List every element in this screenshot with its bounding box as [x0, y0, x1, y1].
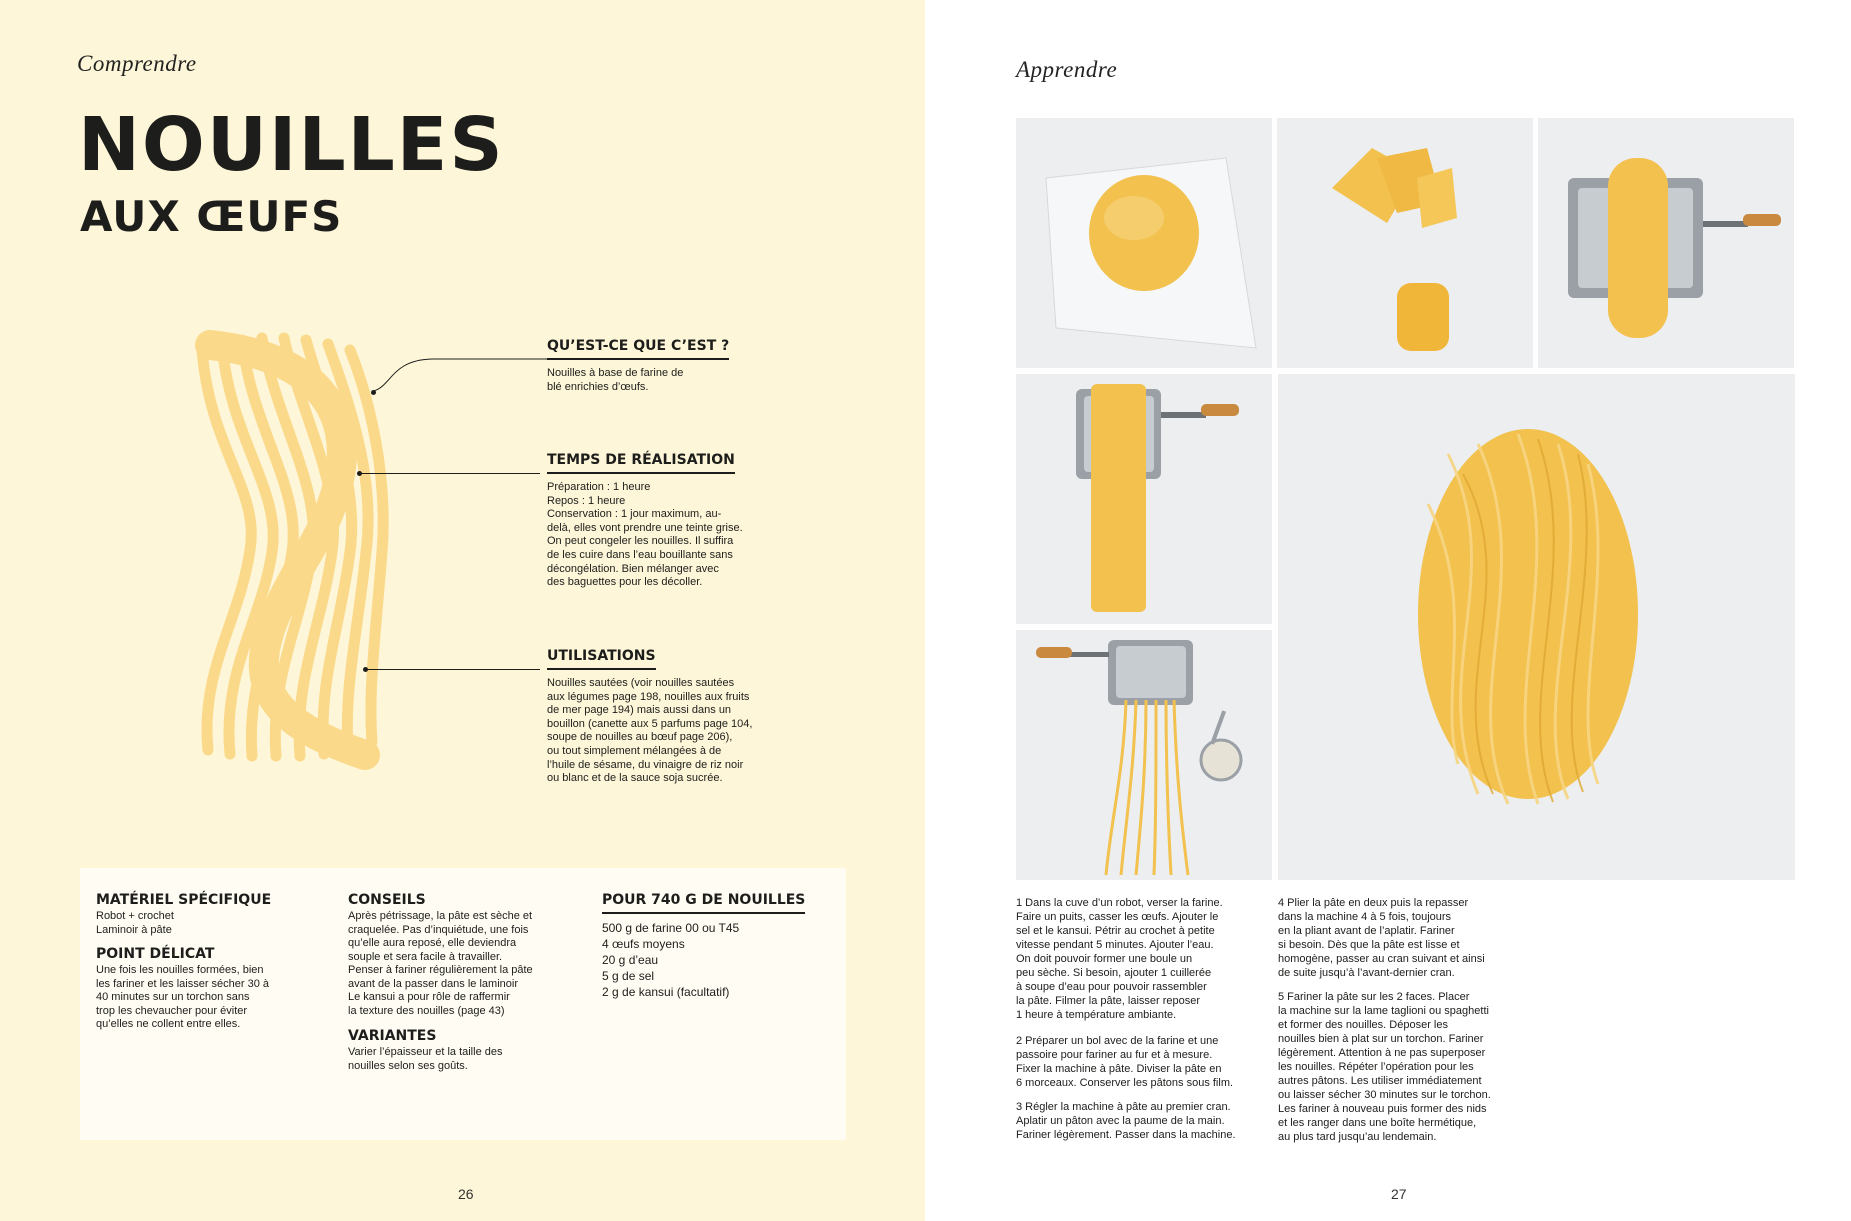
step-5: 5 Fariner la pâte sur les 2 faces. Placer la machine sur la lame taglioni ou spaghetti et former des nouilles. Déposer les nouilles bien à plat sur un torchon. Fariner légèrement. Attention à ne pas superposer les nouilles. Répéter l’opération pour les autres pâtons. Les utiliser immédiatement ou laisser sécher 30 minutes sur le torchon. Les fariner à nouveau puis former des nids et les ranger dans une boîte hermétique, au plus tard jusqu’au lendemain.	[1278, 991, 1491, 1143]
ingredients-heading: POUR 740 G DE NOUILLES	[602, 892, 805, 914]
photo-cutting-noodles	[1016, 630, 1272, 880]
page-subtitle: AUX ŒUFS	[80, 192, 343, 241]
photo-pasta-machine-1	[1538, 118, 1794, 368]
point-text: Une fois les nouilles formées, bien les fariner et les laisser sécher 30 à 40 minutes sur un torchon sans trop les chevaucher pour éviter qu’elles ne collent entre elles.	[96, 964, 270, 1030]
dough-pieces-image	[1277, 118, 1533, 368]
ingredient-item: 2 g de kansui (facultatif)	[602, 985, 730, 999]
cutting-noodles-image	[1016, 630, 1272, 880]
materiel-text: Robot + crochet Laminoir à pâte	[96, 910, 174, 936]
info-heading-uses: UTILISATIONS	[547, 648, 656, 670]
point-heading: POINT DÉLICAT	[96, 946, 215, 962]
info-text-time: Préparation : 1 heure Repos : 1 heure Conservation : 1 jour maximum, au- delà, elles vont prendre une teinte grise. On peut congeler les nouilles. Il suffira de les cuire dans l’eau bouillante sans décongélation. Bien mélanger avec des baguettes pour les décoller.	[547, 481, 743, 589]
pasta-machine-image	[1538, 118, 1794, 368]
pasta-sheet-image	[1016, 374, 1272, 624]
page-title: NOUILLES	[78, 102, 505, 188]
photo-pasta-machine-2	[1016, 374, 1272, 624]
variantes-text: Varier l’épaisseur et la taille des nouilles selon ses goûts.	[348, 1046, 503, 1072]
ingredient-item: 4 œufs moyens	[602, 937, 685, 951]
photo-noodle-nest	[1278, 374, 1795, 880]
info-box	[80, 868, 846, 1140]
ingredients-list	[602, 920, 739, 1000]
materiel-heading: MATÉRIEL SPÉCIFIQUE	[96, 892, 272, 908]
right-page	[925, 0, 1851, 1221]
callout-line-2	[360, 473, 540, 474]
step-1: 1 Dans la cuve d’un robot, verser la farine. Faire un puits, casser les œufs. Ajouter le sel et le kansui. Pétrir au crochet à petite vitesse pendant 5 minutes. Ajouter l’eau. On doit pouvoir former une boule un peu sèche. Si besoin, ajouter 1 cuillerée à soupe d’eau pour pouvoir rassembler la pâte. Filmer la pâte, laisser reposer 1 heure à température ambiante.	[1016, 897, 1223, 1021]
photo-dough-ball	[1016, 118, 1272, 368]
noodle-illustration	[190, 330, 400, 770]
ingredient-item: 20 g d’eau	[602, 953, 659, 967]
noodle-nest-image	[1278, 374, 1795, 880]
callout-curve-1	[372, 355, 552, 395]
ingredient-item: 500 g de farine 00 ou T45	[602, 921, 740, 935]
section-label: Apprendre	[1016, 57, 1118, 82]
step-3: 3 Régler la machine à pâte au premier cran. Aplatir un pâton avec la paume de la main. Fariner légèrement. Passer dans la machine.	[1016, 1101, 1236, 1141]
info-text-what: Nouilles à base de farine de blé enrichies d’œufs.	[547, 367, 684, 393]
conseils-heading: CONSEILS	[348, 892, 426, 908]
variantes-heading: VARIANTES	[348, 1028, 437, 1044]
left-page	[0, 0, 925, 1221]
conseils-text: Après pétrissage, la pâte est sèche et craquelée. Pas d’inquiétude, une fois qu’elle aura reposé, elle deviendra souple et sera facile à travailler. Penser à fariner régulièrement la pâte avant de la passer dans le laminoir Le kansui a pour rôle de raffermir la texture des nouilles (page 43)	[348, 910, 533, 1017]
info-heading-time: TEMPS DE RÉALISATION	[547, 452, 735, 474]
info-text-uses: Nouilles sautées (voir nouilles sautées aux légumes page 198, nouilles aux fruits de mer page 194) mais aussi dans un bouillon (canette aux 5 parfums page 104, soupe de nouilles au bœuf page 206), ou tout simplement mélangées à de l’huile de sésame, du vinaigre de riz noir ou blanc et de la sauce soja sucrée.	[547, 677, 753, 785]
page-number: 26	[458, 1186, 474, 1202]
section-label: Comprendre	[77, 51, 197, 76]
ingredient-item: 5 g de sel	[602, 969, 655, 983]
callout-line-3	[366, 669, 540, 670]
photo-dough-pieces	[1277, 118, 1533, 368]
dough-ball-image	[1016, 118, 1272, 368]
info-heading-what: QU’EST-CE QUE C’EST ?	[547, 338, 729, 360]
page-number: 27	[1391, 1186, 1407, 1202]
step-4: 4 Plier la pâte en deux puis la repasser dans la machine 4 à 5 fois, toujours en la pliant avant de l’aplatir. Fariner si besoin. Dès que la pâte est lisse et homogène, passer au cran suivant et ainsi de suite jusqu’à l’avant-dernier cran.	[1278, 897, 1485, 979]
step-2: 2 Préparer un bol avec de la farine et une passoire pour fariner au fur et à mesure. Fixer la machine à pâte. Diviser la pâte en 6 morceaux. Conserver les pâtons sous film.	[1016, 1035, 1234, 1089]
